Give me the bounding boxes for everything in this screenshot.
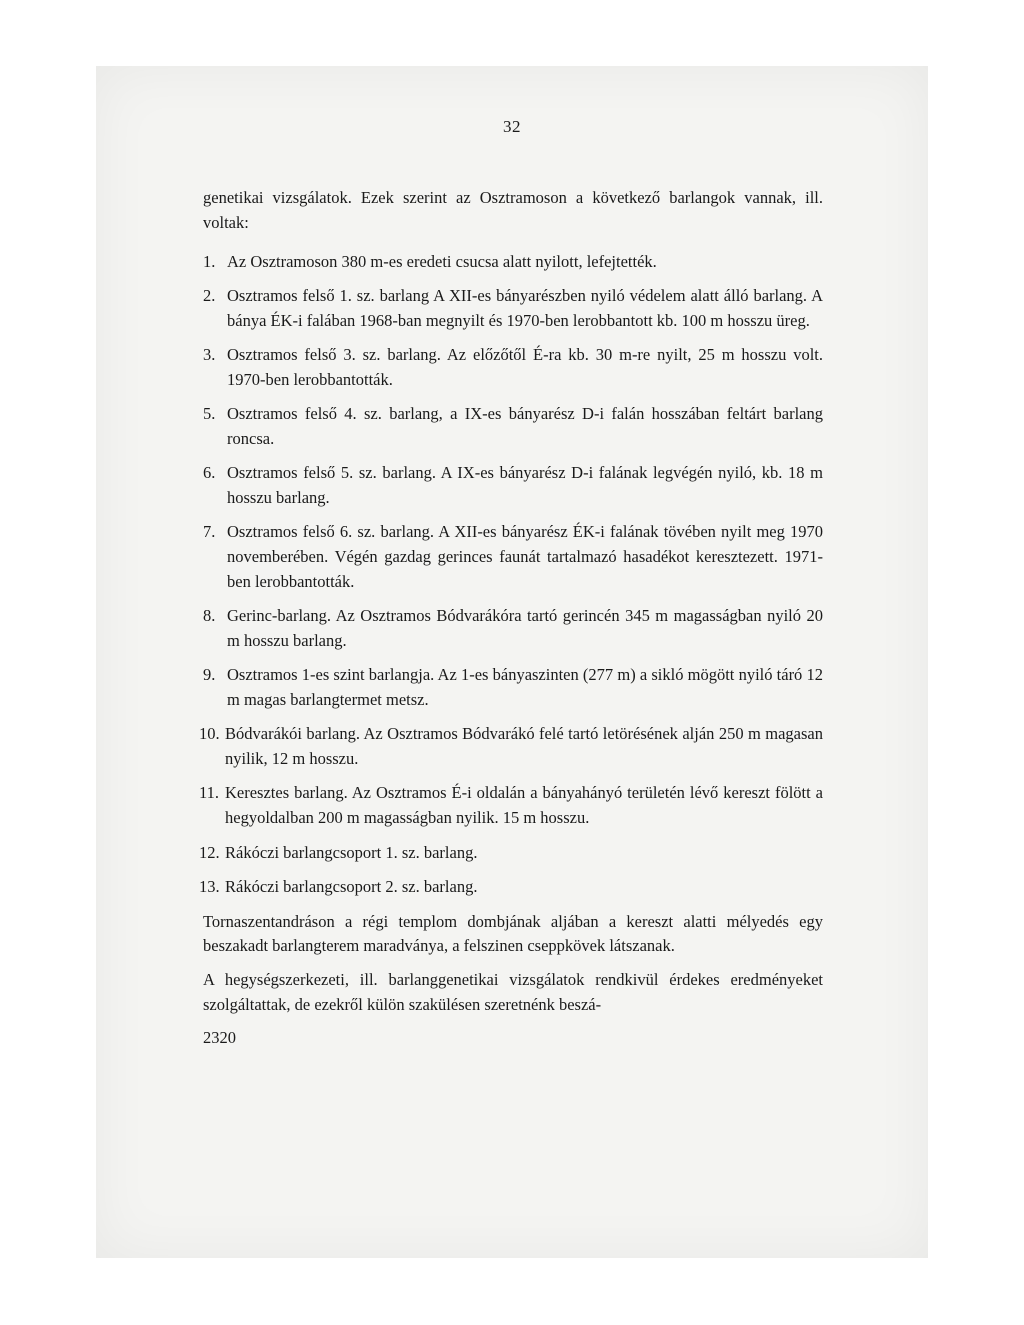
body-paragraph: A hegységszerkezeti, ill. barlanggenetikai vizsgálatok rendkivül érdekes eredményeket szolgáltattak, de ezekről külön szakülésen szeretnénk beszá- xyxy=(203,970,823,1015)
item-number: 11. xyxy=(199,783,220,803)
item-number: 8. xyxy=(203,606,216,626)
list-item xyxy=(203,461,823,511)
item-text: Rákóczi barlangcsoport 2. sz. barlang. xyxy=(225,876,478,896)
item-number: 13. xyxy=(199,876,220,896)
list-item xyxy=(203,284,823,334)
item-number: 10. xyxy=(199,724,220,744)
item-number: 2. xyxy=(203,285,216,305)
item-number: 12. xyxy=(199,842,220,862)
item-text: Az Osztramoson 380 m-es eredeti csucsa alatt nyilott, lefejtették. xyxy=(227,251,657,271)
item-text: Gerinc-barlang. Az Osztramos Bódvarákóra tartó gerincén 345 m magasságban nyiló 20 m hosszu barlang. xyxy=(227,606,823,650)
list-item xyxy=(203,343,823,393)
item-text: Bódvarákói barlang. Az Osztramos Bódvarákó felé tartó letörésének alján 250 m magasan nyilik, 12 m hosszu. xyxy=(225,724,823,769)
list-item xyxy=(203,604,823,654)
list-item xyxy=(199,875,823,900)
item-text: Osztramos felső 5. sz. barlang. A IX-es bányarész D-i falának legvégén nyiló, kb. 18 m hosszu barlang. xyxy=(227,463,823,507)
item-text: Osztramos 1-es szint barlangja. Az 1-es bányaszinten (277 m) a sikló mögött nyiló táró 12 m magas barlangtermet metsz. xyxy=(227,665,823,710)
list-item xyxy=(203,663,823,713)
item-number: 5. xyxy=(203,404,216,424)
closing-section xyxy=(203,910,823,1051)
list-item xyxy=(199,781,823,831)
list-item xyxy=(199,841,823,866)
item-number: 7. xyxy=(203,522,216,542)
item-number: 6. xyxy=(203,463,216,483)
item-text: Osztramos felső 4. sz. barlang, a IX-es bányarész D-i falán hosszában feltárt barlang roncsa. xyxy=(227,404,823,448)
footer-number: 2320 xyxy=(203,1027,236,1047)
item-text: Keresztes barlang. Az Osztramos É-i oldalán a bányahányó területén lévő kereszt fölött a hegyoldalban 200 m magasságban nyilik. 15 m hosszu. xyxy=(225,783,823,828)
list-item xyxy=(203,520,823,594)
item-number: 9. xyxy=(203,665,216,685)
page-number: 32 xyxy=(503,117,521,136)
item-text: Osztramos felső 6. sz. barlang. A XII-es bányarész ÉK-i falának tövében nyilt meg 1970 novemberében. Végén gazdag gerinces faunát tartalmazó hasadékot keresztezett. 1971-ben lerobbantották. xyxy=(227,522,823,591)
list-item xyxy=(203,250,823,275)
item-text: Rákóczi barlangcsoport 1. sz. barlang. xyxy=(225,842,478,862)
item-number: 3. xyxy=(203,344,216,364)
body-paragraph: Tornaszentandráson a régi templom dombjának aljában a kereszt alatti mélyedés egy beszakadt barlangterem maradványa, a felszinen cseppkövek látszanak. xyxy=(203,911,823,956)
list-item xyxy=(203,402,823,452)
item-text: Osztramos felső 1. sz. barlang A XII-es bányarészben nyiló védelem alatt álló barlang. A bánya ÉK-i falában 1968-ban megnyilt és 1970-ben lerobbantott kb. 100 m hosszu üreg. xyxy=(227,285,823,330)
item-text: Osztramos felső 3. sz. barlang. Az előzőtől É-ra kb. 30 m-re nyilt, 25 m hosszu volt. 1970-ben lerobbantották. xyxy=(227,344,823,389)
cave-list xyxy=(199,250,823,900)
intro-paragraph: genetikai vizsgálatok. Ezek szerint az Osztramoson a következő barlangok vannak, ill. voltak: xyxy=(203,188,823,232)
list-item xyxy=(199,722,823,772)
document-body xyxy=(199,186,823,1051)
item-number: 1. xyxy=(203,251,216,271)
